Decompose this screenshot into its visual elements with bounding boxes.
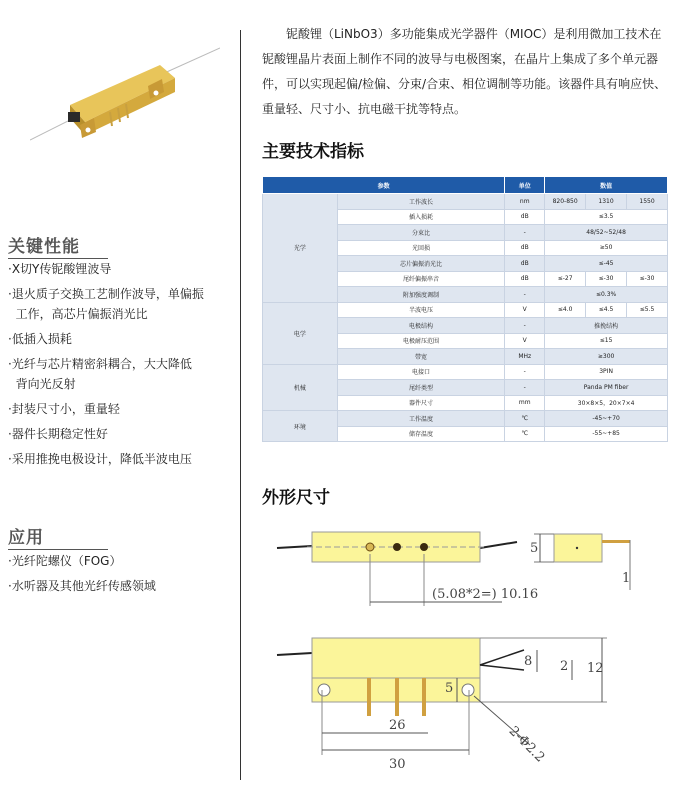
value-cell: ≤4.5 — [586, 302, 627, 318]
unit-cell: V — [505, 302, 545, 318]
label-h2: 2 — [560, 659, 569, 674]
param-cell: 附加强度调制 — [337, 287, 505, 303]
value-cell: 48/52~52/48 — [545, 225, 668, 241]
applications-list — [8, 551, 233, 596]
label-h5a: 5 — [530, 541, 539, 556]
key-features-title: 关键性能 — [8, 232, 108, 259]
label-h8: 8 — [524, 654, 533, 669]
unit-cell: - — [505, 364, 545, 380]
param-cell: 电接口 — [337, 364, 505, 380]
param-cell: 储存温度 — [337, 426, 505, 442]
value-cell: 1550 — [627, 194, 668, 210]
param-cell: 电极结构 — [337, 318, 505, 334]
table-row — [263, 194, 668, 210]
unit-cell: dB — [505, 209, 545, 225]
intro-paragraph: 铌酸锂（LiNbO3）多功能集成光学器件（MIOC）是利用微加工技术在铌酸锂晶片表面上制作不同的波导与电极图案，在晶片上集成了多个单元器件，可以实现起偏/检偏、分束/合束、相位调制等功能。该器件具有响应快、重量轻、尺寸小、抗电磁干扰等特点。 — [262, 27, 667, 116]
unit-cell: mm — [505, 395, 545, 411]
list-item: ·X切Y传铌酸锂波导 — [8, 262, 112, 276]
value-cell: ≥300 — [545, 349, 668, 365]
param-cell: 光回损 — [337, 240, 505, 256]
value-cell: 30×8×5，20×7×4 — [545, 395, 668, 411]
label-h1: 1 — [622, 571, 631, 586]
header-value: 数值 — [545, 177, 668, 194]
list-item: ·器件长期稳定性好 — [8, 427, 108, 441]
value-cell: ≤15 — [545, 333, 668, 349]
list-item: ·采用推挽电极设计，降低半波电压 — [8, 452, 192, 466]
value-cell: 820-850 — [545, 194, 586, 210]
unit-cell: - — [505, 380, 545, 396]
value-cell: -45~+70 — [545, 411, 668, 427]
unit-cell: ℃ — [505, 426, 545, 442]
param-cell: 插入损耗 — [337, 209, 505, 225]
table-header-row — [263, 177, 668, 194]
dimensions-title: 外形尺寸 — [262, 488, 330, 508]
value-cell: ≤0.3% — [545, 287, 668, 303]
value-cell: ≤3.5 — [545, 209, 668, 225]
unit-cell: dB — [505, 271, 545, 287]
list-item: ·退火质子交换工艺制作波导，单偏振 — [8, 287, 204, 301]
unit-cell: ℃ — [505, 411, 545, 427]
list-item: ·水听器及其他光纤传感领域 — [8, 579, 156, 593]
label-h12: 12 — [587, 661, 604, 676]
list-item: ·封装尺寸小，重量轻 — [8, 402, 120, 416]
unit-cell: V — [505, 333, 545, 349]
group-electrical: 电学 — [263, 302, 338, 364]
list-item: 工作，高芯片偏振消光比 — [8, 307, 148, 321]
param-cell: 分束比 — [337, 225, 505, 241]
applications-title: 应用 — [8, 523, 108, 550]
specs-title: 主要技术指标 — [262, 142, 364, 162]
unit-cell: - — [505, 225, 545, 241]
list-item: 背向光反射 — [8, 377, 76, 391]
dimension-drawing — [262, 520, 674, 780]
label-h5b: 5 — [445, 681, 454, 696]
group-optical: 光学 — [263, 194, 338, 303]
key-features-list — [8, 259, 233, 469]
param-cell: 半波电压 — [337, 302, 505, 318]
value-cell: ≤-30 — [586, 271, 627, 287]
value-cell: 推挽结构 — [545, 318, 668, 334]
left-column — [0, 0, 236, 786]
product-image — [30, 30, 220, 175]
group-environment: 环境 — [263, 411, 338, 442]
table-row — [263, 411, 668, 427]
value-cell: ≤-27 — [545, 271, 586, 287]
label-w26: 26 — [389, 718, 406, 733]
table-row — [263, 364, 668, 380]
unit-cell: - — [505, 318, 545, 334]
value-cell: 1310 — [586, 194, 627, 210]
param-cell: 工作波长 — [337, 194, 505, 210]
label-pitch: (5.08*2=) 10.16 — [432, 587, 539, 602]
value-cell: ≤5.5 — [627, 302, 668, 318]
list-item: ·光纤陀螺仪（FOG） — [8, 554, 122, 568]
list-item: ·低插入损耗 — [8, 332, 72, 346]
value-cell: Panda PM fiber — [545, 380, 668, 396]
value-cell: 3PIN — [545, 364, 668, 380]
unit-cell: dB — [505, 240, 545, 256]
param-cell: 芯片偏振消光比 — [337, 256, 505, 272]
unit-cell: MHz — [505, 349, 545, 365]
value-cell: ≤-45 — [545, 256, 668, 272]
table-row — [263, 302, 668, 318]
unit-cell: nm — [505, 194, 545, 210]
unit-cell: - — [505, 287, 545, 303]
list-item: ·光纤与芯片精密斜耦合，大大降低 — [8, 357, 192, 371]
label-dia: 2-Φ2.2 — [505, 723, 548, 766]
param-cell: 工作温度 — [337, 411, 505, 427]
value-cell: ≤4.0 — [545, 302, 586, 318]
unit-cell: dB — [505, 256, 545, 272]
value-cell: ≤-30 — [627, 271, 668, 287]
spec-table — [262, 176, 668, 442]
param-cell: 尾纤类型 — [337, 380, 505, 396]
param-cell: 电极耐压范围 — [337, 333, 505, 349]
param-cell: 带宽 — [337, 349, 505, 365]
value-cell: ≥50 — [545, 240, 668, 256]
group-mechanical: 机械 — [263, 364, 338, 411]
column-divider — [240, 30, 241, 780]
value-cell: -55~+85 — [545, 426, 668, 442]
label-w30: 30 — [389, 757, 406, 772]
param-cell: 尾纤偏振串音 — [337, 271, 505, 287]
param-cell: 器件尺寸 — [337, 395, 505, 411]
header-param: 参数 — [263, 177, 505, 194]
header-unit: 单位 — [505, 177, 545, 194]
